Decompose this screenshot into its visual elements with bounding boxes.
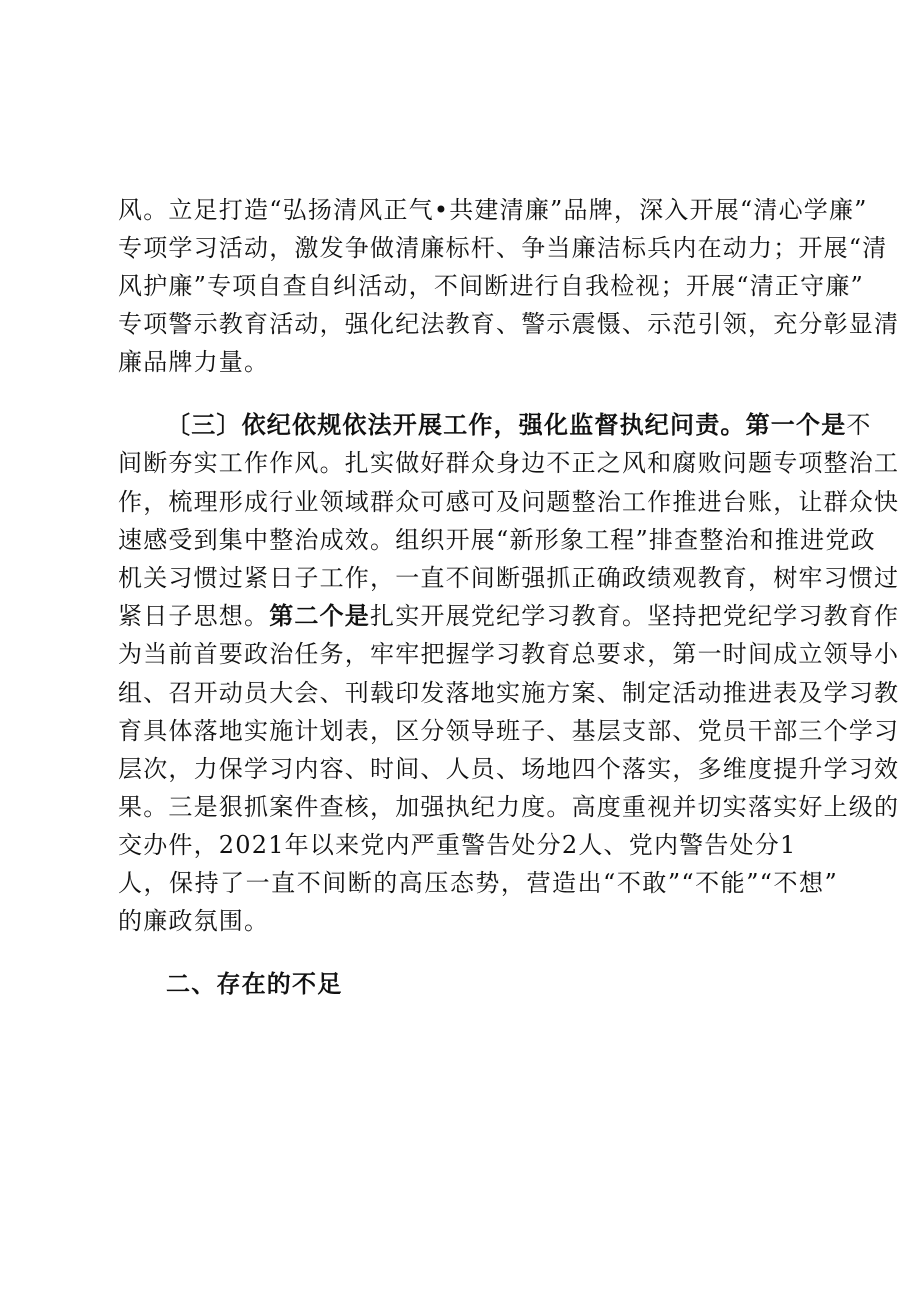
section-heading: 〔三〕依纪依规依法开展工作，强化监督执纪问责。第一个是 — [166, 410, 847, 439]
paragraph-text: 紧日子思想。 — [118, 602, 270, 630]
paragraph-line: 廉品牌力量。 — [118, 348, 270, 376]
paragraph-line: 机关习惯过紧日子工作，一直不间断强抓正确政绩观教育，树牢习惯过 — [118, 564, 900, 592]
paragraph-line — [118, 599, 900, 633]
paragraph-line: 风护廉”专项自查自纠活动，不间断进行自我检视；开展“清正守廉” — [118, 272, 865, 300]
paragraph-line: 交办件，2021年以来党内严重警告处分2人、党内警告处分1 — [118, 831, 797, 859]
paragraph-line: 的廉政氛围。 — [118, 907, 270, 935]
bold-lead: 第二个是 — [269, 601, 371, 630]
paragraph-line: 育具体落地实施计划表，区分领导班子、基层支部、党员干部三个学习 — [118, 717, 900, 745]
paragraph-line: 专项警示教育活动，强化纪法教育、警示震慑、示范引领，充分彰显清 — [118, 310, 900, 338]
paragraph-line: 果。三是狠抓案件查核，加强执纪力度。高度重视并切实落实好上级的 — [118, 793, 900, 821]
paragraph-line: 间断夯实工作作风。扎实做好群众身边不正之风和腐败问题专项整治工 — [118, 449, 900, 477]
paragraph-text: 扎实开展党纪学习教育。坚持把党纪学习教育作 — [370, 602, 900, 630]
paragraph-line: 专项学习活动，激发争做清廉标杆、争当廉洁标兵内在动力；开展“清 — [118, 234, 888, 262]
section-title: 二、存在的不足 — [166, 969, 343, 998]
paragraph-line: 为当前首要政治任务，牢牢把握学习教育总要求，第一时间成立领导小 — [118, 640, 900, 668]
paragraph-line: 组、召开动员大会、刊载印发落地实施方案、制定活动推进表及学习教 — [118, 679, 900, 707]
paragraph-text: 不 — [846, 411, 872, 439]
paragraph-line: 速感受到集中整治成效。组织开展“新形象工程”排查整治和推进党政 — [118, 526, 876, 554]
section-heading-line — [166, 408, 872, 442]
paragraph-line: 作，梳理形成行业领域群众可感可及问题整治工作推进台账，让群众快 — [118, 488, 900, 516]
paragraph-line: 层次，力保学习内容、时间、人员、场地四个落实，多维度提升学习效 — [118, 755, 900, 783]
paragraph-line: 人，保持了一直不间断的高压态势，营造出“不敢”“不能”“不想” — [118, 869, 838, 897]
paragraph-line: 风。立足打造“弘扬清风正气•共建清廉”品牌，深入开展“清心学廉” — [118, 196, 868, 224]
